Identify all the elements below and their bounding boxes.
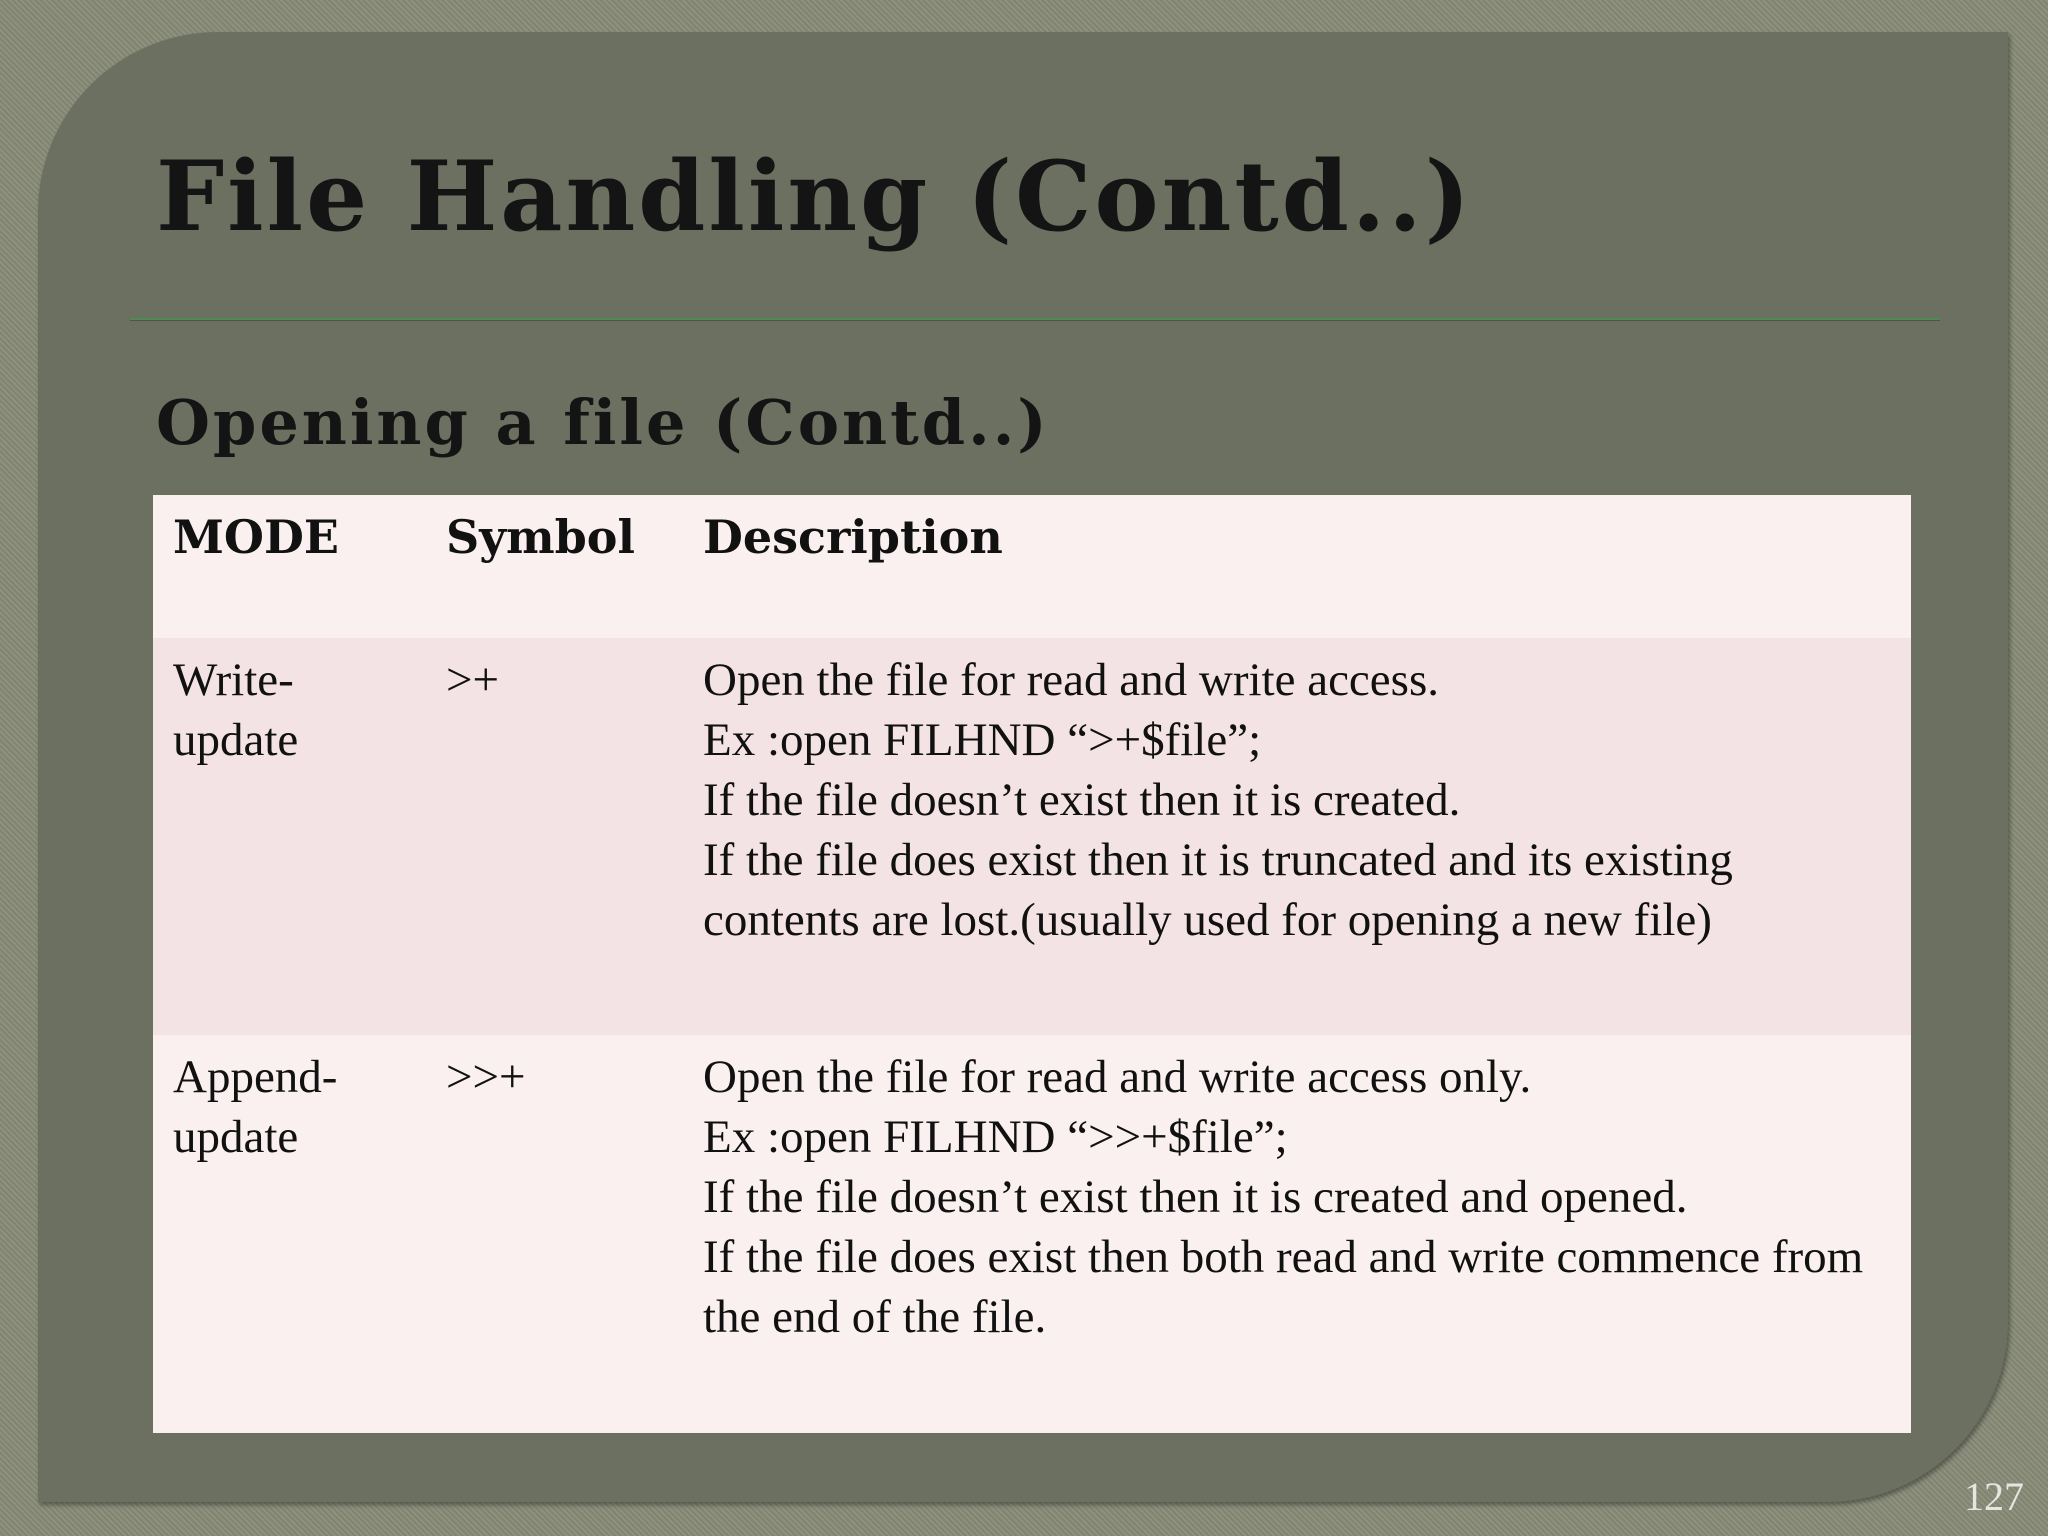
header-mode: MODE: [173, 510, 339, 564]
symbol-cell: >+: [446, 654, 500, 706]
title-divider: [130, 318, 1940, 320]
header-description: Description: [703, 510, 1003, 564]
mode-cell: Append- update: [173, 1051, 338, 1163]
description-cell: Open the file for read and write access. Ex :open FILHND “>+$file”; If the file doesn’t exist then it is created. If the file does exist then it is truncated and its existing contents are lost.(usually used for opening a new file): [703, 654, 1733, 946]
page-number: 127: [1964, 1474, 2024, 1519]
mode-cell: Write- update: [173, 654, 299, 766]
slide-title: File Handling (Contd..): [156, 140, 1474, 253]
table-header-row: [153, 495, 1911, 638]
modes-table: [153, 495, 1911, 1433]
slide-subtitle: Opening a file (Contd..): [156, 386, 1050, 459]
table-row: [153, 638, 1911, 1035]
header-symbol: Symbol: [446, 510, 635, 564]
table-row: [153, 1035, 1911, 1433]
symbol-cell: >>+: [446, 1051, 526, 1103]
description-cell: Open the file for read and write access only. Ex :open FILHND “>>+$file”; If the file doesn’t exist then it is created and opened. If the file does exist then both read and write commence from the end of the file.: [703, 1051, 1864, 1343]
